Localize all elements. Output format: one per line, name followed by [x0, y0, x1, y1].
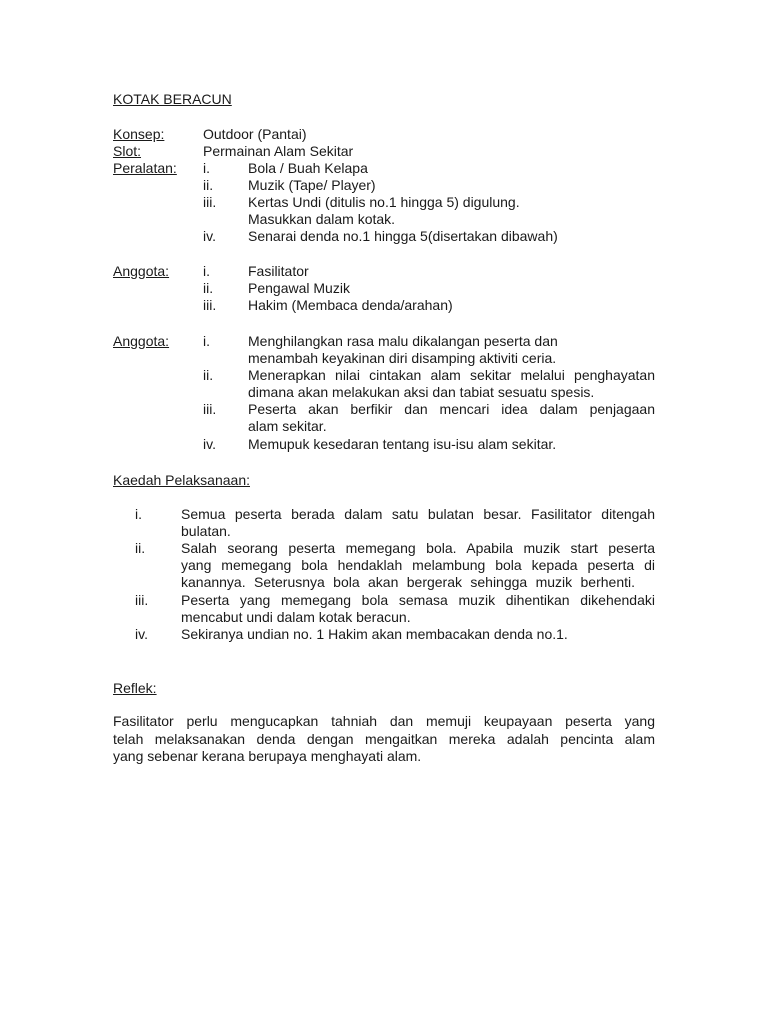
peralatan-item-1: Bola / Buah Kelapa	[248, 160, 368, 176]
reflek-line-2: telah melaksanakan denda dengan mengaitkan mereka adalah pencinta alam	[113, 731, 655, 747]
peralatan-item-4: Senarai denda no.1 hingga 5(disertakan dibawah)	[248, 228, 558, 244]
objective-1-line-2: menambah keyakinan diri disamping aktiviti ceria.	[248, 350, 557, 366]
objective-1-line-1: Menghilangkan rasa malu dikalangan peserta dan	[248, 333, 558, 349]
objective-3-line-2: alam sekitar.	[248, 418, 327, 434]
objective-num-4: iv.	[203, 436, 216, 452]
kaedah-num-4: iv.	[135, 626, 148, 642]
slot-label: Slot:	[113, 143, 142, 159]
objective-num-1: i.	[203, 333, 210, 349]
objective-2-line-1: Menerapkan nilai cintakan alam sekitar melalui penghayatan	[248, 367, 655, 383]
peralatan-item-3-line-2: Masukkan dalam kotak.	[248, 211, 396, 227]
objective-num-2: ii.	[203, 367, 214, 383]
objective-2-line-2: dimana akan melakukan aksi dan tabiat sesuatu spesis.	[248, 384, 595, 400]
reflek-heading: Reflek:	[113, 680, 157, 696]
peralatan-label: Peralatan:	[113, 160, 177, 176]
kaedah-num-3: iii.	[135, 592, 149, 608]
objective-3-line-1: Peserta akan berfikir dan mencari idea dalam penjagaan	[248, 401, 655, 417]
kaedah-heading: Kaedah Pelaksanaan:	[113, 472, 250, 488]
peralatan-num-1: i.	[203, 160, 210, 176]
anggota-members-num-3: iii.	[203, 297, 217, 313]
konsep-value: Outdoor (Pantai)	[203, 126, 307, 142]
anggota-members-item-2: Pengawal Muzik	[248, 280, 350, 296]
anggota-members-item-1: Fasilitator	[248, 263, 309, 279]
kaedah-num-1: i.	[135, 506, 142, 522]
kaedah-1-line-1: Semua peserta berada dalam satu bulatan besar. Fasilitator ditengah	[181, 506, 655, 522]
objective-4-line-1: Memupuk kesedaran tentang isu-isu alam sekitar.	[248, 436, 557, 452]
kaedah-2-line-2: yang memegang bola hendaklah melambung bola kepada peserta di	[181, 557, 655, 573]
peralatan-item-3-line-1: Kertas Undi (ditulis no.1 hingga 5) digulung.	[248, 194, 520, 210]
anggota-members-label: Anggota:	[113, 263, 170, 279]
kaedah-3-line-1: Peserta yang memegang bola semasa muzik dihentikan dikehendaki	[181, 592, 655, 608]
konsep-label: Konsep:	[113, 126, 165, 142]
peralatan-num-4: iv.	[203, 228, 216, 244]
anggota-objectives-label: Anggota:	[113, 333, 170, 349]
reflek-line-3: yang sebenar kerana berupaya menghayati alam.	[113, 748, 422, 764]
kaedah-num-2: ii.	[135, 540, 146, 556]
document-title: KOTAK BERACUN	[113, 91, 232, 107]
kaedah-3-line-2: mencabut undi dalam kotak beracun.	[181, 609, 411, 625]
kaedah-2-line-1: Salah seorang peserta memegang bola. Apabila muzik start peserta	[181, 540, 655, 556]
peralatan-num-2: ii.	[203, 177, 214, 193]
kaedah-4-line-1: Sekiranya undian no. 1 Hakim akan membacakan denda no.1.	[181, 626, 568, 642]
objective-num-3: iii.	[203, 401, 217, 417]
anggota-members-item-3: Hakim (Membaca denda/arahan)	[248, 297, 453, 313]
peralatan-item-2: Muzik (Tape/ Player)	[248, 177, 376, 193]
anggota-members-num-2: ii.	[203, 280, 214, 296]
reflek-line-1: Fasilitator perlu mengucapkan tahniah dan memuji keupayaan peserta yang	[113, 713, 655, 729]
anggota-members-num-1: i.	[203, 263, 210, 279]
kaedah-2-line-3: kanannya. Seterusnya bola akan bergerak sehingga muzik berhenti.	[181, 574, 635, 590]
slot-value: Permainan Alam Sekitar	[203, 143, 354, 159]
kaedah-1-line-2: bulatan.	[181, 523, 231, 539]
peralatan-num-3: iii.	[203, 194, 217, 210]
